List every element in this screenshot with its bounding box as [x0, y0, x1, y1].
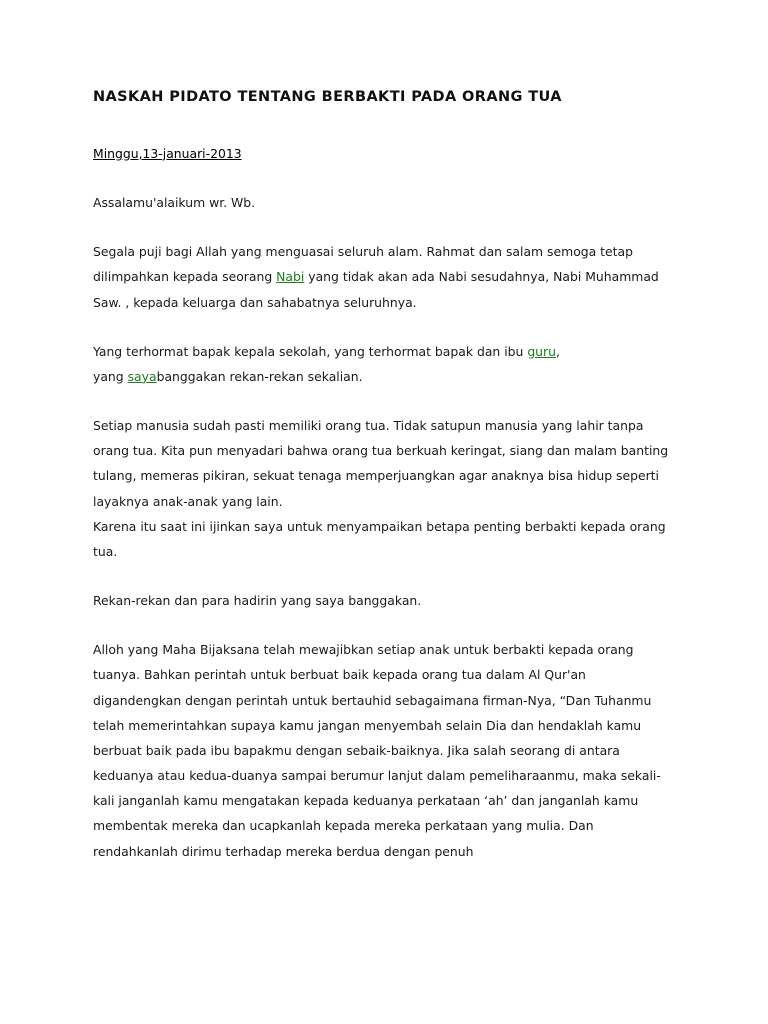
document-date: [93, 141, 672, 166]
paragraph-salutation: [93, 339, 672, 389]
paragraph-intent: Karena itu saat ini ijinkan saya untuk menyampaikan betapa penting berbakti kepada orang tua.: [93, 518, 666, 559]
paragraph-praise-part2: yang tidak akan ada Nabi sesudahnya, Nabi Muhammad Saw. , kepada keluarga dan sahabatnya seluruhnya.: [93, 269, 659, 310]
paragraph-praise: [93, 239, 672, 315]
paragraph-salutation-part1: Yang terhormat bapak kepala sekolah, yang terhormat bapak dan ibu: [93, 343, 528, 359]
greeting-paragraph: Assalamu'alaikum wr. Wb.: [93, 195, 256, 211]
paragraph-praise-part1: Segala puji bagi Allah yang menguasai seluruh alam. Rahmat dan salam semoga tetap dilimpahkan kepada seorang: [93, 244, 633, 285]
document-date-text: Minggu,13-januari-2013: [93, 145, 242, 161]
link-saya[interactable]: saya: [127, 368, 157, 384]
paragraph-quran: Alloh yang Maha Bijaksana telah mewajibkan setiap anak untuk berbakti kepada orang tuanya. Bahkan perintah untuk berbuat baik kepada orang tua dalam Al Qur'an digandengkan dengan perintah untuk bertauhid sebagaimana firman-Nya, “Dan Tuhanmu telah memerintahkan supaya kamu jangan menyembah selain Dia dan hendaklah kamu berbuat baik pada ibu bapakmu dengan sebaik-baiknya. Jika salah seorang di antara keduanya atau kedua-duanya sampai berumur lanjut dalam pemeliharaanmu, maka sekali-kali janganlah kamu mengatakan kepada keduanya perkataan ‘ah’ dan janganlah kamu membentak mereka dan ucapkanlah kepada mereka perkataan yang mulia. Dan rendahkanlah dirimu terhadap mereka berdua dengan penuh: [93, 642, 661, 859]
link-nabi[interactable]: Nabi: [276, 269, 305, 285]
paragraph-salutation-part2: ,: [555, 343, 560, 359]
paragraph-audience: Rekan-rekan dan para hadirin yang saya banggakan.: [93, 593, 422, 609]
link-guru[interactable]: guru: [527, 343, 556, 359]
paragraph-parents: Setiap manusia sudah pasti memiliki orang tua. Tidak satupun manusia yang lahir tanpa orang tua. Kita pun menyadari bahwa orang tua berkuah keringat, siang dan malam banting tulang, memeras pikiran, sekuat tenaga memperjuangkan agar anaknya bisa hidup seperti layaknya anak-anak yang lain.: [93, 418, 669, 509]
paragraph-salutation-part3: yang: [93, 368, 128, 384]
page-title: NASKAH PIDATO TENTANG BERBAKTI PADA ORANG TUA: [93, 89, 562, 105]
paragraph-salutation-part4: banggakan rekan-rekan sekalian.: [156, 368, 363, 384]
